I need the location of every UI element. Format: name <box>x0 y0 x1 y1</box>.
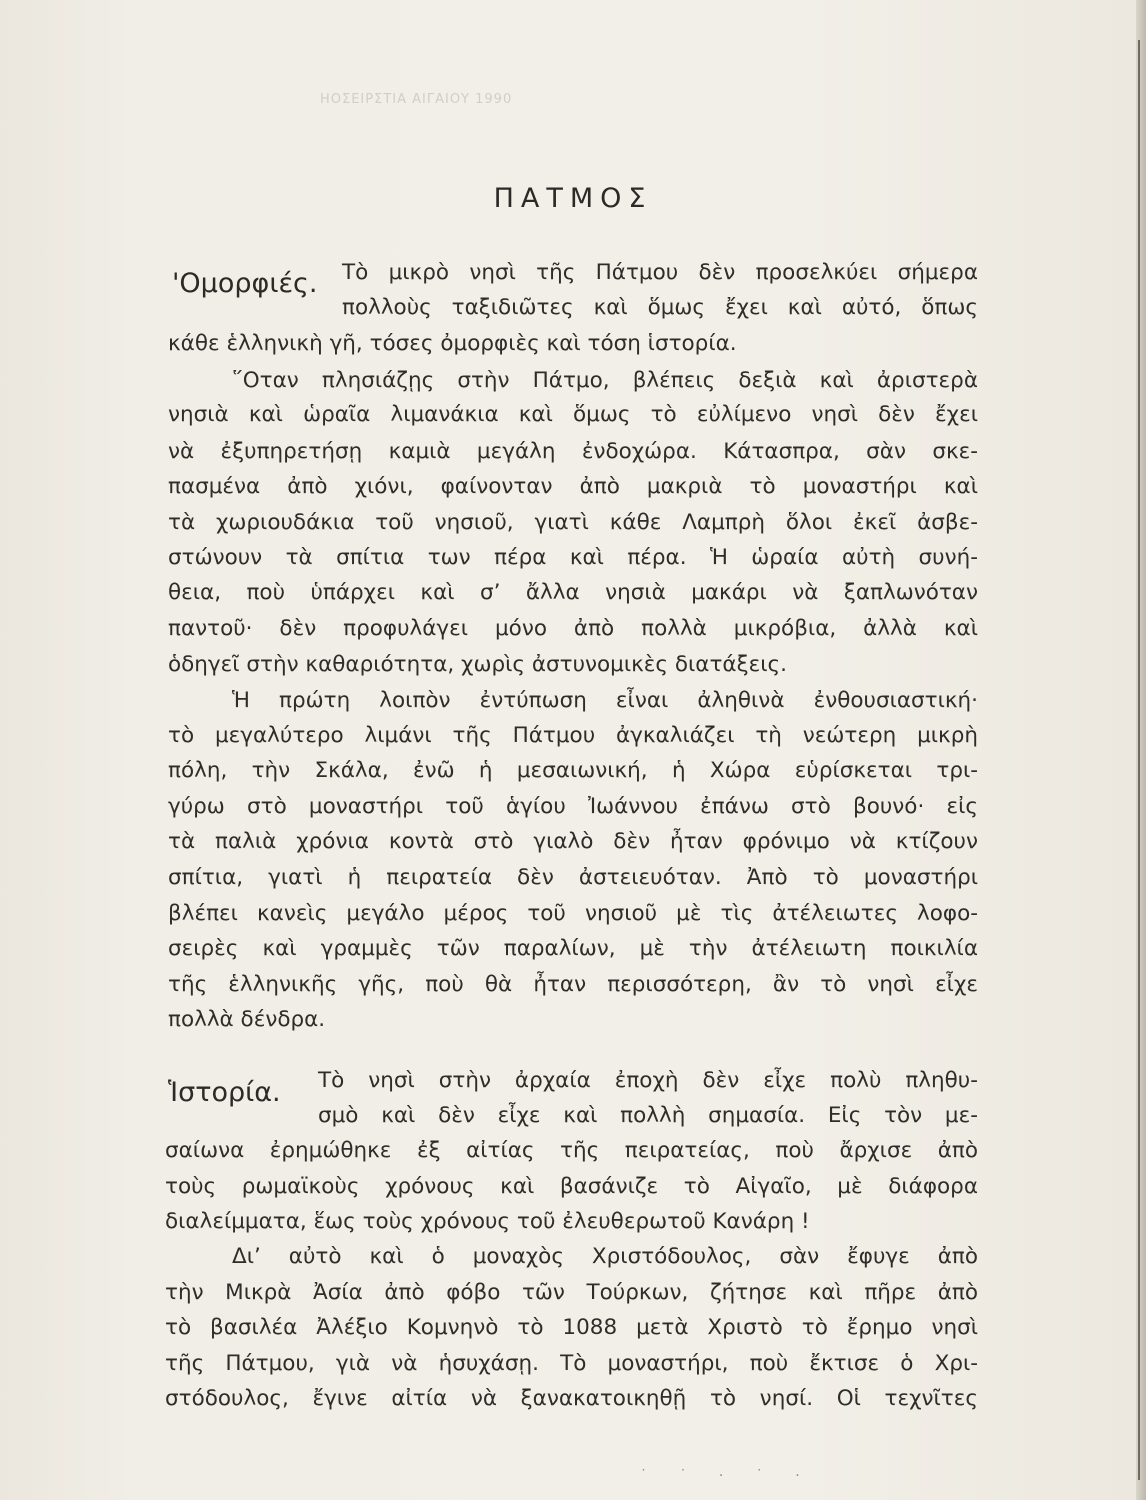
text-line: τὸ βασιλέα Ἀλέξιο Κομνηνὸ τὸ 1088 μετὰ Χριστὸ τὸ ἔρημο νησὶ <box>165 1315 978 1340</box>
text-line: νησιὰ καὶ ὡραῖα λιμανάκια καὶ ὅμως τὸ εὐλίμενο νησὶ δὲν ἔχει <box>168 402 978 427</box>
text-line: Τὸ μικρὸ νησὶ τῆς Πάτμου δὲν προσελκύει σήμερα <box>342 260 978 285</box>
text-line: πολλοὺς ταξιδιῶτες καὶ ὅμως ἔχει καὶ αὐτό, ὅπως <box>342 295 978 320</box>
page-edge-line <box>1138 40 1140 1480</box>
text-line: τὴν Μικρὰ Ἀσία ἀπὸ φόβο τῶν Τούρκων, ζήτησε καὶ πῆρε ἀπὸ <box>165 1280 978 1305</box>
text-line: πόλη, τὴν Σκάλα, ἐνῶ ἡ μεσαιωνική, ἡ Χώρα εὑρίσκεται τρι- <box>168 758 978 783</box>
section-label-beauties: 'Ομορφιές. <box>172 268 318 299</box>
text-line: κάθε ἑλληνικὴ γῆ, τόσες ὀμορφιὲς καὶ τόση ἱστορία. <box>168 331 737 356</box>
text-line: σαίωνα ἐρημώθηκε ἐξ αἰτίας τῆς πειρατείας, ποὺ ἄρχισε ἀπὸ <box>165 1138 978 1163</box>
faint-header-bleed: ΗΟΣΕΙΡΣΤΙΑ ΑΙΓΑΙΟΥ 1990 <box>320 92 513 107</box>
text-line: σμὸ καὶ δὲν εἶχε καὶ πολλὴ σημασία. Εἰς τὸν με- <box>318 1103 978 1128</box>
text-line: βλέπει κανεὶς μεγάλο μέρος τοῦ νησιοῦ μὲ τὶς ἀτέλειωτες λοφο- <box>168 901 978 926</box>
text-line: πολλὰ δένδρα. <box>168 1007 326 1032</box>
text-line: νὰ ἐξυπηρετήσῃ καμιὰ μεγάλη ἐνδοχώρα. Κάτασπρα, σὰν σκε- <box>168 439 978 464</box>
text-line: σπίτια, γιατὶ ἡ πειρατεία δὲν ἀστειευόταν. Ἀπὸ τὸ μοναστήρι <box>168 865 978 890</box>
text-line: Τὸ νησὶ στὴν ἀρχαία ἐποχὴ δὲν εἶχε πολὺ πληθυ- <box>318 1068 978 1093</box>
text-line: τὰ χωριουδάκια τοῦ νησιοῦ, γιατὶ κάθε Λαμπρὴ ὅλοι ἐκεῖ ἀσβε- <box>168 510 978 535</box>
text-line: θεια, ποὺ ὑπάρχει καὶ σ’ ἄλλα νησιὰ μακάρι νὰ ξαπλωνόταν <box>168 580 978 605</box>
text-line: τῆς Πάτμου, γιὰ νὰ ἡσυχάσῃ. Τὸ μοναστήρι, ποὺ ἔκτισε ὁ Χρι- <box>165 1351 978 1376</box>
text-line: στόδουλος, ἔγινε αἰτία νὰ ξανακατοικηθῇ τὸ νησί. Οἱ τεχνῖτες <box>165 1386 978 1411</box>
text-line: γύρω στὸ μοναστήρι τοῦ ἁγίου Ἰωάννου ἐπάνω στὸ βουνό· εἰς <box>168 794 978 819</box>
text-line: τὸ μεγαλύτερο λιμάνι τῆς Πάτμου ἀγκαλιάζει τὴ νεώτερη μικρὴ <box>168 723 978 748</box>
text-line: τὰ παλιὰ χρόνια κοντὰ στὸ γιαλὸ δὲν ἦταν φρόνιμο νὰ κτίζουν <box>168 829 978 854</box>
page-title: ΠΑΤΜΟΣ <box>493 183 653 214</box>
text-line: πασμένα ἀπὸ χιόνι, φαίνονταν ἀπὸ μακριὰ τὸ μοναστήρι καὶ <box>168 474 978 499</box>
text-line: ὁδηγεῖ στὴν καθαριότητα, χωρὶς ἀστυνομικὲς διατάξεις. <box>168 652 787 677</box>
text-line: τῆς ἑλληνικῆς γῆς, ποὺ θὰ ἦταν περισσότερη, ἂν τὸ νησὶ εἶχε <box>168 972 978 997</box>
text-line: στώνουν τὰ σπίτια των πέρα καὶ πέρα. Ἡ ὡραία αὐτὴ συνή- <box>168 545 978 570</box>
text-line: ῞Οταν πλησιάζῃς στὴν Πάτμο, βλέπεις δεξιὰ καὶ ἀριστερὰ <box>232 368 978 393</box>
text-line: παντοῦ· δὲν προφυλάγει μόνο ἀπὸ πολλὰ μικρόβια, ἀλλὰ καὶ <box>168 616 978 641</box>
text-line: Ἡ πρώτη λοιπὸν ἐντύπωση εἶναι ἀληθινὰ ἐνθουσιαστική· <box>232 688 978 713</box>
text-line: σειρὲς καὶ γραμμὲς τῶν παραλίων, μὲ τὴν ἀτέλειωτη ποικιλία <box>168 936 978 961</box>
text-line: Δι’ αὐτὸ καὶ ὁ μοναχὸς Χριστόδουλος, σὰν ἔφυγε ἀπὸ <box>232 1244 978 1269</box>
page-specks: ˙ ˙ · ˙ · <box>640 1468 814 1484</box>
section-label-history: Ἱστορία. <box>168 1077 281 1108</box>
text-line: τοὺς ρωμαϊκοὺς χρόνους καὶ βασάνιζε τὸ Αἰγαῖο, μὲ διάφορα <box>165 1174 978 1199</box>
text-line: διαλείμματα, ἕως τοὺς χρόνους τοῦ ἐλευθερωτοῦ Κανάρη ! <box>165 1209 810 1234</box>
